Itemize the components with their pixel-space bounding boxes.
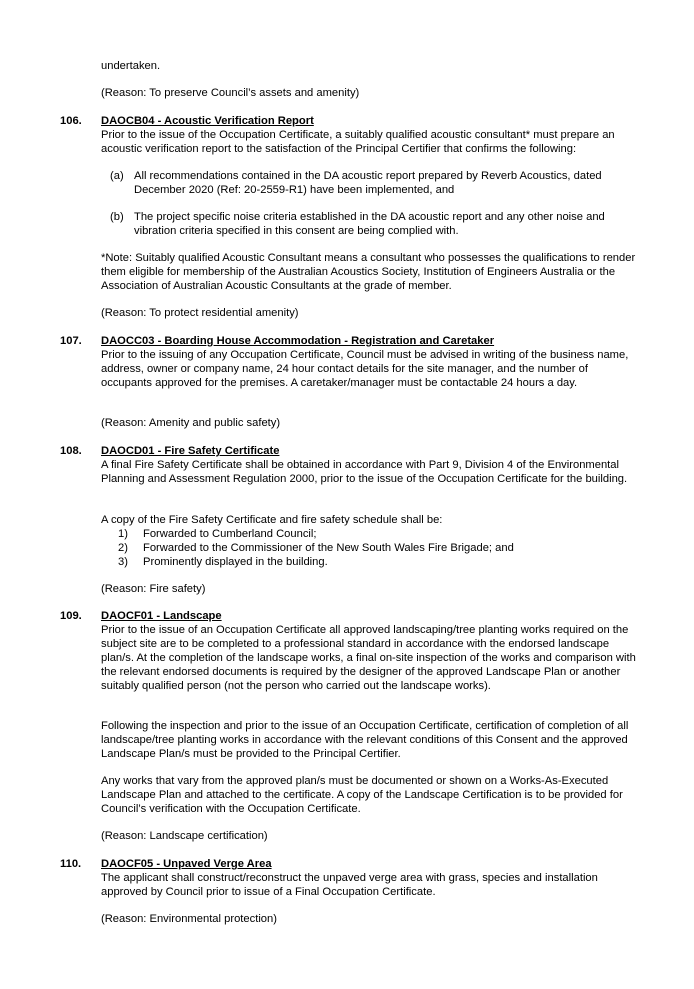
list-item: Prominently displayed in the building.	[143, 556, 328, 568]
condition-title: DAOCC03 - Boarding House Accommodation - Registration and Caretaker	[101, 335, 495, 347]
condition-number: 110.	[60, 858, 82, 870]
condition-number: 106.	[60, 115, 82, 127]
note-text: *Note: Suitably qualified Acoustic Consultant means a consultant who possesses the qualifications to render them eligible for membership of the Australian Acoustics Society, Institution of Engineers Australia or the Association of Australian Acoustic Consultants at the grade of member.	[101, 252, 636, 292]
paragraph: Following the inspection and prior to the issue of an Occupation Certificate, certification of completion of all landscape/tree planting works in accordance with the relevant conditions of this Consent and the approved Landscape Plan/s must be provided to the Principal Certifier.	[101, 720, 629, 760]
condition-number: 107.	[60, 335, 82, 347]
list-item: Forwarded to Cumberland Council;	[143, 528, 317, 540]
reason-text: (Reason: Fire safety)	[101, 583, 206, 595]
reason-text: (Reason: Landscape certification)	[101, 830, 268, 842]
list-intro: A copy of the Fire Safety Certificate and fire safety schedule shall be:	[101, 514, 443, 526]
reason-text: (Reason: Environmental protection)	[101, 913, 277, 925]
item-label: (b)	[110, 211, 124, 223]
list-label: 3)	[118, 556, 128, 568]
condition-number: 108.	[60, 445, 82, 457]
condition-body: A final Fire Safety Certificate shall be obtained in accordance with Part 9, Division 4 of the Environmental Planning and Assessment Regulation 2000, prior to the issue of the Occupation Certificate for the building.	[101, 459, 628, 485]
item-text: The project specific noise criteria established in the DA acoustic report and any other noise and vibration criteria specified in this consent are being complied with.	[134, 211, 605, 237]
reason-text: (Reason: To preserve Council’s assets and amenity)	[101, 87, 360, 99]
condition-title: DAOCF01 - Landscape	[101, 610, 222, 622]
condition-title: DAOCF05 - Unpaved Verge Area	[101, 858, 272, 870]
condition-body: Prior to the issue of the Occupation Certificate, a suitably qualified acoustic consultant* must prepare an acoustic verification report to the satisfaction of the Principal Certifier that confirms the following:	[101, 129, 615, 155]
condition-body: Prior to the issue of an Occupation Certificate all approved landscaping/tree planting works required on the subject site are to be completed to a professional standard in accordance with the endorsed landscape plan/s. At the completion of the landscape works, a final on-site inspection of the works and comparison with the relevant endorsed documents is required by the designer of the approved Landscape Plan or another suitably qualified person (not the person who carried out the landscape works).	[101, 624, 636, 692]
condition-body: Prior to the issuing of any Occupation Certificate, Council must be advised in writing of the business name, address, owner or company name, 24 hour contact details for the site manager, and the number of occupants approved for the premises. A caretaker/manager must be contactable 24 hours a day.	[101, 349, 629, 389]
continuation-text: undertaken.	[101, 60, 161, 72]
reason-text: (Reason: To protect residential amenity)	[101, 307, 299, 319]
item-label: (a)	[110, 170, 124, 182]
condition-title: DAOCB04 - Acoustic Verification Report	[101, 115, 314, 127]
condition-body: The applicant shall construct/reconstruct the unpaved verge area with grass, species and installation approved by Council prior to issue of a Final Occupation Certificate.	[101, 872, 598, 898]
reason-text: (Reason: Amenity and public safety)	[101, 417, 281, 429]
condition-number: 109.	[60, 610, 82, 622]
list-item: Forwarded to the Commissioner of the New South Wales Fire Brigade; and	[143, 542, 514, 554]
list-label: 1)	[118, 528, 128, 540]
paragraph: Any works that vary from the approved plan/s must be documented or shown on a Works-As-Executed Landscape Plan and attached to the certificate. A copy of the Landscape Certification is to be provided for Council’s verification with the Occupation Certificate.	[101, 775, 623, 815]
item-text: All recommendations contained in the DA acoustic report prepared by Reverb Acoustics, dated December 2020 (Ref: 20-2559-R1) have been implemented, and	[134, 170, 602, 196]
list-label: 2)	[118, 542, 128, 554]
condition-title: DAOCD01 - Fire Safety Certificate	[101, 445, 280, 457]
